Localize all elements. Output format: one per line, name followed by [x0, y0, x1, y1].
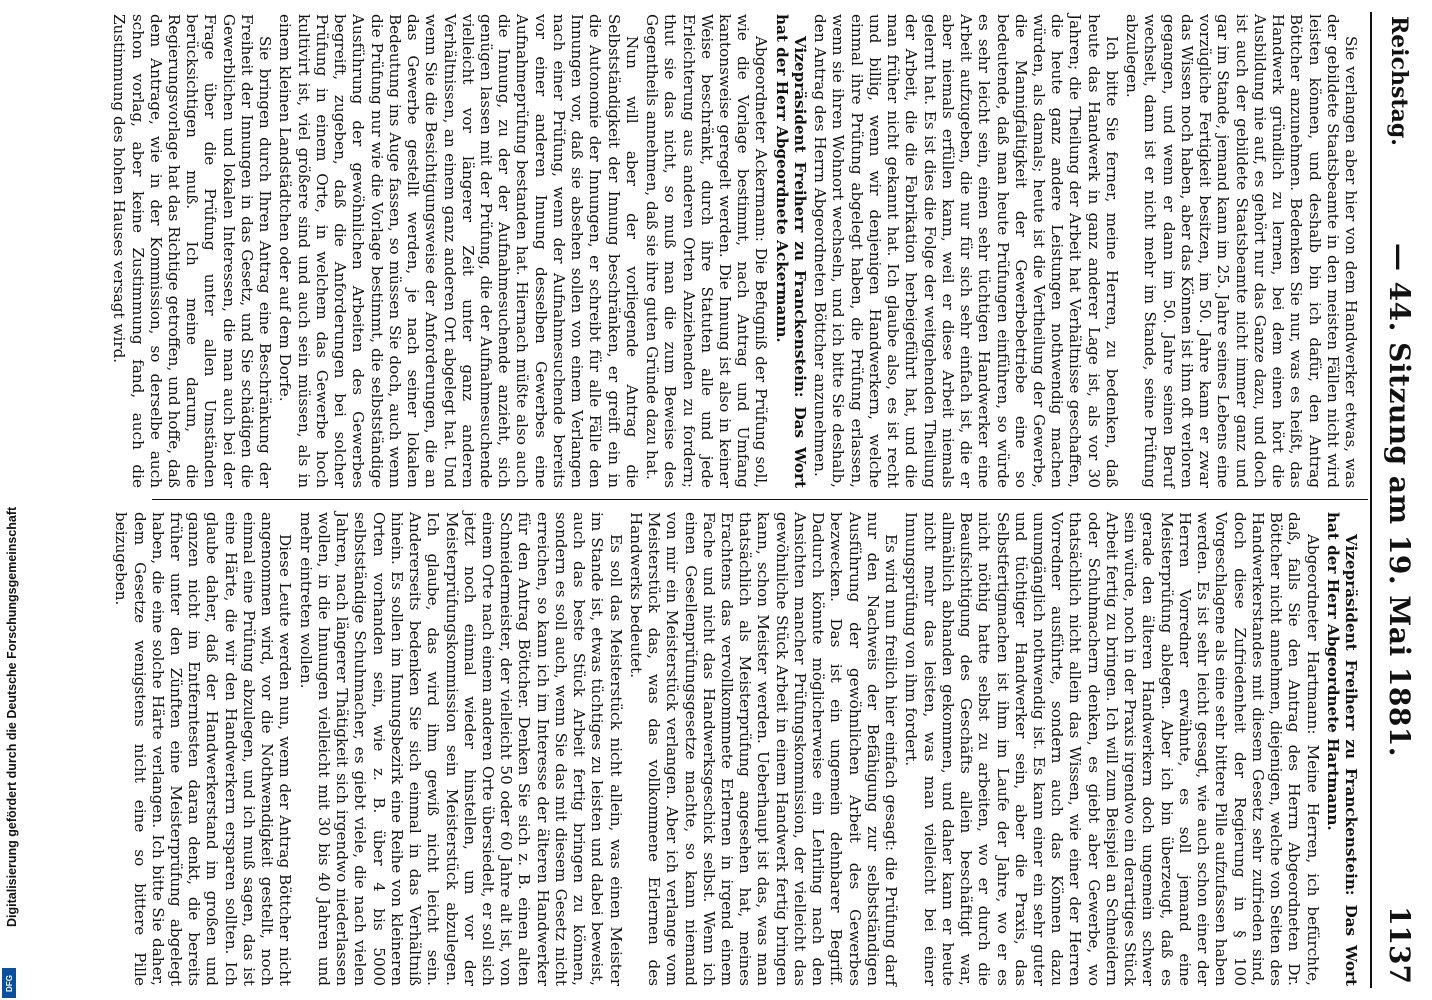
paragraph: Es soll das Meisterstück nicht allein, was einen Meister im Stande ist, etwas tüchtiges zu leisten und dabei beweist, auch das beste Stück Arbeit fertig bringen zu können, sondern es soll auch, wenn Sie das mit diesem Gesetz nicht erreichen, so kann ich im Interesse der älteren Handwerker für den Antrag Böttcher. Denken Sie sich z. B. einen alten Schneidermeister, der vielleicht 50 oder 60 Jahre alt ist, von einem Orte nach einem anderen Orte übersiedelt, er soll sich jetzt noch einmal wieder hinstellen, um vor der Meisterprüfungskommission sein Meisterstück abzulegen. Ich glaube, das wird ihm gewiß nicht leicht sein. Andererseits bedenken Sie sich einmal in das Verhältniß hinein. Es sollen im Innungsbezirk eine Reihe von kleineren Orten vorhanden sein, wie z. B. über 4 bis 5000 selbstständige Schuhmacher, es giebt viele, die nach vielen Jahren, nach längerer Thätigkeit sich irgendwo niederlassen wollen, in die Innungen vielleicht mit 30 bis 40 Jahren und mehr eintreten wollen. [296, 512, 625, 986]
header-divider [1370, 12, 1372, 988]
paragraph: Sie verlangen aber hier von dem Handwerker etwas, was der gebildete Staatsbeamte in den meisten Fällen nicht wird leisten können, und deshalb bin ich dafür, den Antrag Böttcher anzunehmen. Bedenken Sie nur, was es heißt, das Handwerk gründlich zu lernen, bei dem einen hört die Ausbildung nie auf, es gehört nur das Ganze dazu, und doch ist auch der gebildete Staatsbeamte nicht immer ganz und gar im Stande, jemand kann im 25. Jahre seines Lebens eine vorzügliche Fertigkeit besitzen, im 50. Jahre kann er zwar das Wissen noch haben, aber das Können ist ihm oft verloren gegangen, und wenn er dann im 50. Jahre seinen Beruf wechselt, dann ist er nicht mehr im Stande, seine Prüfung abzulegen. [1123, 14, 1360, 488]
header-publication: Reichstag. [1386, 16, 1412, 146]
page-header [1370, 10, 1420, 990]
header-page-number: 1137 [1383, 906, 1416, 984]
paragraph: Es wird nun freilich hier einfach gesagt: die Prüfung darf nur den Nachweis der Befähigung zur selbstständigen Ausführung der gewöhnlichen Arbeit des Gewerbes bezwecken. Das ist ein ungemein dehnbarer Begriff. Dadurch könnte möglicherweise ein Lehrling nach den Ansichten mancher Prüfungskommission, der vielleicht das gewöhnliche Stück Arbeit in einem Handwerk fertig bringen kann, schon Meister werden. Ueberhaupt ist das, was man thatsächlich als Meisterprüfung angesehen hat, meines Erachtens das vervollkommnete Erlernen in irgend einem Fache und nicht das Handwerksgeschick selbst. Wenn ich einen Gesellenprüfungsgesetze machte, so kann niemand von mir ein Meisterstück verlangen. Aber ich verlange vom Meisterstück das, was das vollkommene Erlernen des Handwerks bedeutet. [626, 512, 901, 986]
text-column-left [110, 14, 1360, 488]
paragraph: Ich bitte Sie ferner, meine Herren, zu bedenken, daß heute das Handwerk in ganz anderer Lage ist, als vor 30 Jahren; die Theilung der Arbeit hat Verhältnisse geschaffen, die heute ganz andere Leistungen nothwendig machen würden, als damals; heute ist die Vertheilung der Gewerbe, die Mannigfaltigkeit der Gewerbebetriebe eine so bedeutende, daß man heute Prüfungen einführen, so würde es sehr leicht sein, einen sehr tüchtigen Handwerker eine Arbeit aufzugeben, die nur für sich sehr einfach ist, die er aber niemals erfüllen kann, weil er diese Arbeit niemals gelernt hat. Es ist dies die Folge der weitgehenden Theilung der Arbeit, die die Fabrikation herbeigeführt hat, und die man früher nicht gekannt hat. Ich glaube also, es ist recht und billig, wenn wir denjenigen Handwerkern, welche einmal ihre Prüfung abgelegt haben, die Prüfung erlassen, wenn sie ihren Wohnort wechseln, und ich bitte Sie deshalb, den Antrag des Herrn Abgeordneten Böttcher anzunehmen. [811, 14, 1121, 488]
rotated-newspaper-page [102, 0, 1432, 1000]
paragraph: Diese Leute werden nun, wenn der Antrag Böttcher nicht angenommen wird, vor die Nothwendigkeit gestellt, noch einmal eine Prüfung abzulegen, und ich muß sagen, das ist eine Härte, die wir den Handwerkern ersparen sollten. Ich glaube daher, daß der Handwerkerstand im großen und ganzen nicht im Entferntesten daran denkt, die bereits früher unter den Zünften eine Meisterprüfung abgelegt haben, die eine solche Härte verlangen. Ich bitte Sie daher, dem Gesetze wenigstens nicht eine so bittere Pille beizugeben. [112, 512, 295, 986]
speaker-line: Vizepräsident Freiherr zu Franckenstein: Das Wort hat der Herr Abgeordnete Hartmann. [1323, 512, 1360, 986]
column-divider [152, 499, 1368, 500]
paragraph: Abgeordneter Hartmann: Meine Herren, ich befürchte, daß, falls Sie den Antrag des Herrn Abgeordneten Dr. Böttcher nicht annehmen, diejenigen, welche von Seiten des Handwerkerstandes mit diesem Gesetz sehr zufrieden sind, doch diese Zufriedenheit der Regierung in § 100 Vorgeschlagene als eine sehr bittere Pille aufzufassen haben werden. Es ist sehr leicht gesagt, wie auch schon einer der Herren Vorredner erwähnte, es soll jemand eine Meisterprüfung ablegen. Aber ich bin überzeugt, daß es gerade den älteren Handwerkern doch ungemein schwer sein würde, noch in der Praxis irgendwo ein derartiges Stück Arbeit fertig zu bringen. Ich will zum Beispiel an Schneidern oder Schuhmachern denken, es giebt aber Gewerbe, wo thatsächlich nicht allein das Wissen, wie einer der Herren Vorredner ausführte, sondern auch das Können dazu unumgänglich nothwendig ist. Es kann einer ein sehr guter und tüchtiger Handwerker sein, aber die Praxis, das Selbstfertigmachen ist ihm im Laufe der Jahre, wo er es nicht nöthig hatte selbst zu arbeiten, wo er durch die Beaufsichtigung des Geschäfts allein beschäftigt war, allmählich abhanden gekommen, und daher kann er heute nicht mehr das leisten, was man vielleicht bei einer Innungsprüfung von ihm fordert. [902, 512, 1322, 986]
digitization-credit: Digitalisierung gefördert durch die Deutsche Forschungsgemeinschaft [5, 506, 19, 927]
text-column-right [112, 512, 1360, 986]
paragraph: Sie bringen durch Ihren Antrag eine Beschränkung der Freiheit der Innungen in das Gesetz, und Sie schädigen die Gewerblichen und lokalen Interessen, die man auch bei der Frage über die Prüfung unter allen Umständen berücksichtigen muß. Ich meine darum, die Regierungsvorlage hat das Richtige getroffen, und hoffe, daß dem Antrage, wie in der Kommission, so derselbe auch schon vorlag, aber keine Zustimmung fand, auch die Zustimmung des hohen Hauses versagt wird. [110, 14, 275, 488]
header-session-date: — 44. Sitzung am 19. Mai 1881. [1383, 242, 1416, 758]
dfg-logo-icon [2, 968, 16, 998]
paragraph: Nun will aber der vorliegende Antrag die Selbstständigkeit der Innung beschränken, er greift ein in die Autonomie der Innungen, er schreibt für alle Fälle den Innungen vor, daß sie absehen sollen von einem Verlangen nach einer Prüfung, wenn der Aufnahmesuchende bereits vor einer anderen Innung desselben Gewerbes eine Aufnahmeprüfung bestanden hat. Hiernach müßte also auch die Innung, zu der der Aufnahmesuchende anzieht, sich genügen lassen mit der Prüfung, die der Aufnahmesuchende vielleicht vor längerer Zeit unter ganz anderen Verhältnissen, an einem ganz anderen Ort abgelegt hat. Und wenn Sie die Besichtigungsweise der Anforderungen, die an das Gewerbe gestellt werden, je nach seiner lokalen Bedeutung ins Auge fassen, so müssen Sie doch, auch wenn die Prüfung nur wie die Vorlage bestimmt, die selbstständige Ausführung der gewöhnlichen Arbeiten des Gewerbes begreift, zugeben, daß die Anforderungen bei solcher Prüfung in einem Orte, in welchem das Gewerbe hoch kultivirt ist, viel größere sind und auch sein müssen, als in einem kleinen Landstädtchen oder auf dem Dorfe. [276, 14, 641, 488]
speaker-line: Vizepräsident Freiherr zu Franckenstein: Das Wort hat der Herr Abgeordnete Ackermann. [772, 14, 809, 488]
paragraph: Abgeordneter Ackermann: Die Befugniß der Prüfung soll, wie die Vorlage bestimmt, nach Antrag und Umfang kantonsweise geregelt werden. Die Innung ist also in keiner Weise beschränkt, durch ihre Statuten alle und jede Erleichterung aus anderen Orten Anziehenden zu fordern; thut sie das nicht, so muß man die zum Beweise des Gegentheils annehmen, daß sie ihre guten Gründe dazu hat. [643, 14, 771, 488]
dfg-logo-text: DFG [4, 974, 14, 992]
